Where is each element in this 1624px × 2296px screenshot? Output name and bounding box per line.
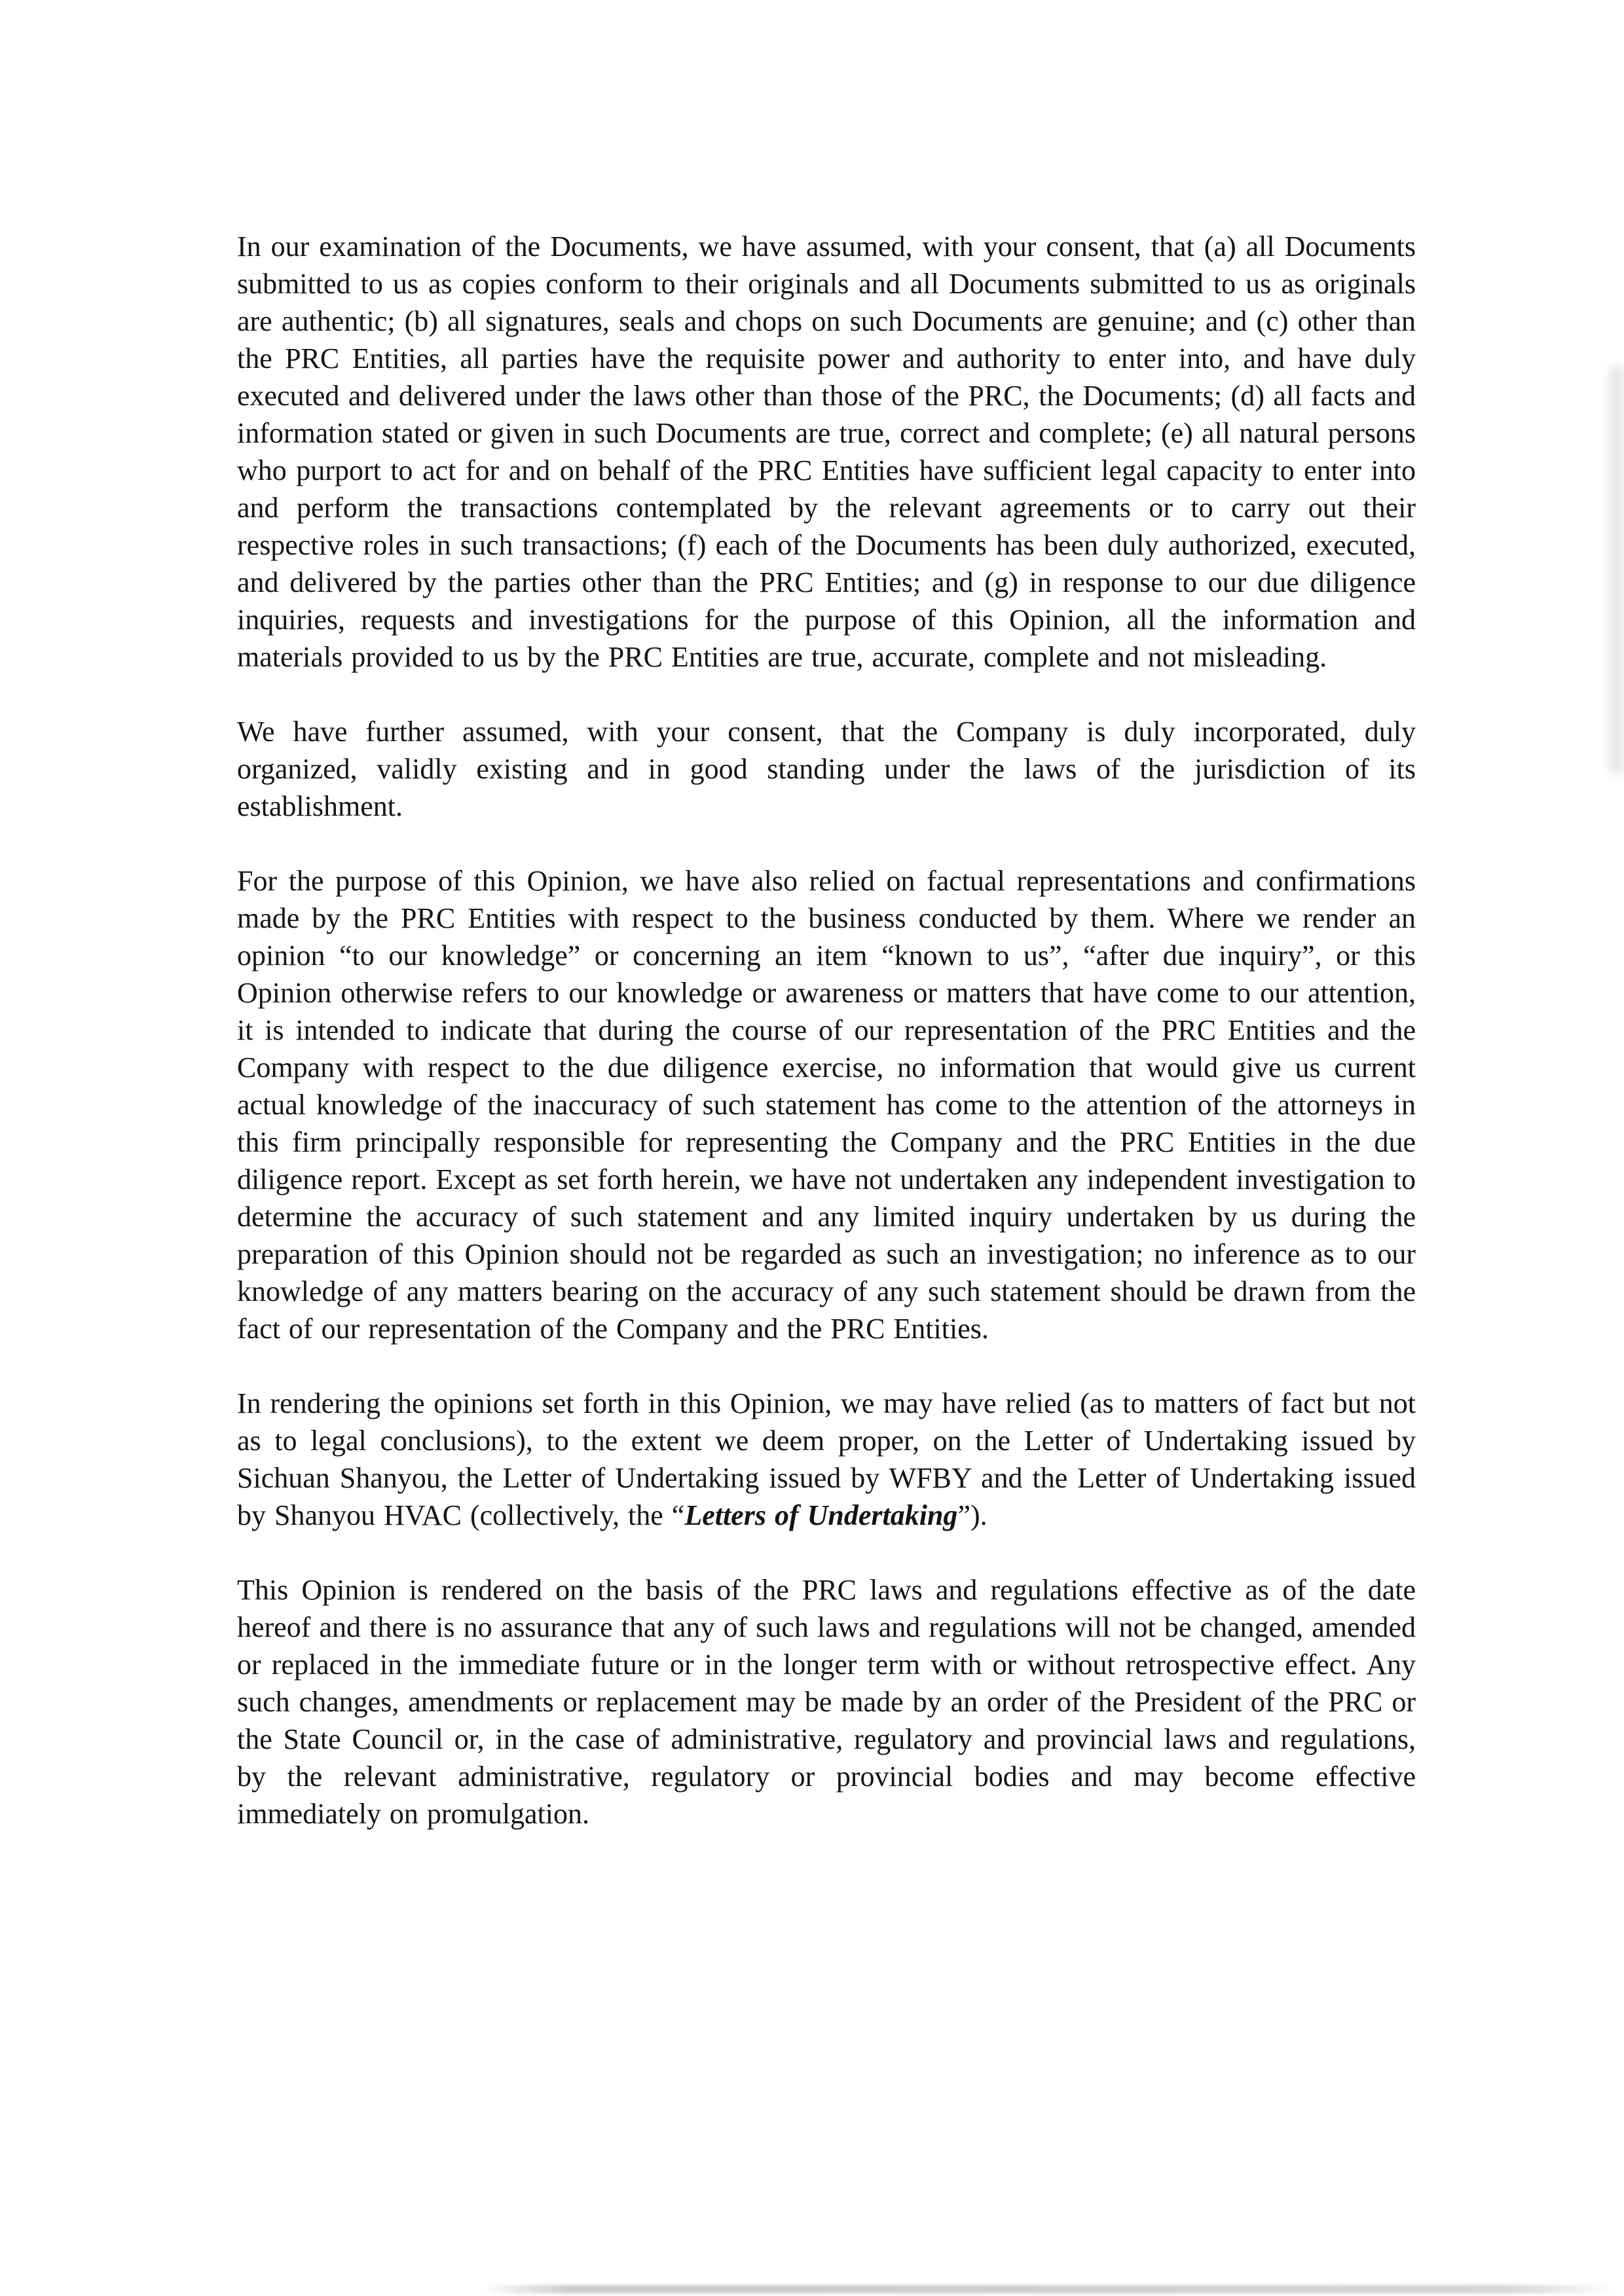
document-body [237, 228, 1416, 1832]
paragraph-text-after-term: ”). [957, 1499, 987, 1531]
paragraph-prc-laws-basis: This Opinion is rendered on the basis of the PRC laws and regulations effective as of the date hereof and there is no assurance that any of such laws and regulations will not be changed, amended or replaced in the immediate future or in the longer term with or without retrospective effect. Any such changes, amendments or replacement may be made by an order of the President of the PRC or the State Council or, in the case of administrative, regulatory and provincial laws and regulations, by the relevant administrative, regulatory or provincial bodies and may become effective immediately on promulgation. [237, 1574, 1416, 1830]
paragraph-letters-of-undertaking [237, 1385, 1416, 1534]
scan-shading-artifact [1610, 367, 1624, 773]
paragraph-knowledge-qualification: For the purpose of this Opinion, we have also relied on factual representations and confirmations made by the PRC Entities with respect to the business conducted by them. Where we render an opinion “to our knowledge” or concerning an item “known to us”, “after due inquiry”, or this Opinion otherwise refers to our knowledge or awareness or matters that have come to our attention, it is intended to indicate that during the course of our representation of the PRC Entities and the Company with respect to the due diligence exercise, no information that would give us current actual knowledge of the inaccuracy of such statement has come to the attention of the attorneys in this firm principally responsible for representing the Company and the PRC Entities in the due diligence report. Except as set forth herein, we have not undertaken any independent investigation to determine the accuracy of such statement and any limited inquiry undertaken by us during the preparation of this Opinion should not be regarded as such an investigation; no inference as to our knowledge of any matters bearing on the accuracy of any such statement should be drawn from the fact of our representation of the Company and the PRC Entities. [237, 865, 1416, 1345]
paragraph-text-before-term: In rendering the opinions set forth in this Opinion, we may have relied (as to matters of fact but not as to legal conclusions), to the extent we deem proper, on the Letter of Undertaking issued by Sichuan Shanyou, the Letter of Undertaking issued by WFBY and the Letter of Undertaking issued by Shanyou HVAC (collectively, the “ [237, 1387, 1416, 1531]
paragraph-company-standing-assumption: We have further assumed, with your consent, that the Company is duly incorporated, duly organized, validly existing and in good standing under the laws of the jurisdiction of its establishment. [237, 716, 1416, 822]
scan-edge-artifact [481, 2285, 1616, 2293]
paragraph-examination-assumptions: In our examination of the Documents, we have assumed, with your consent, that (a) all Documents submitted to us as copies conform to their originals and all Documents submitted to us as originals are authentic; (b) all signatures, seals and chops on such Documents are genuine; and (c) other than the PRC Entities, all parties have the requisite power and authority to enter into, and have duly executed and delivered under the laws other than those of the PRC, the Documents; (d) all facts and information stated or given in such Documents are true, correct and complete; (e) all natural persons who purport to act for and on behalf of the PRC Entities have sufficient legal capacity to enter into and perform the transactions contemplated by the relevant agreements or to carry out their respective roles in such transactions; (f) each of the Documents has been duly authorized, executed, and delivered by the parties other than the PRC Entities; and (g) in response to our due diligence inquiries, requests and investigations for the purpose of this Opinion, all the information and materials provided to us by the PRC Entities are true, accurate, complete and not misleading. [237, 230, 1416, 673]
defined-term-letters-of-undertaking: Letters of Undertaking [684, 1499, 958, 1531]
